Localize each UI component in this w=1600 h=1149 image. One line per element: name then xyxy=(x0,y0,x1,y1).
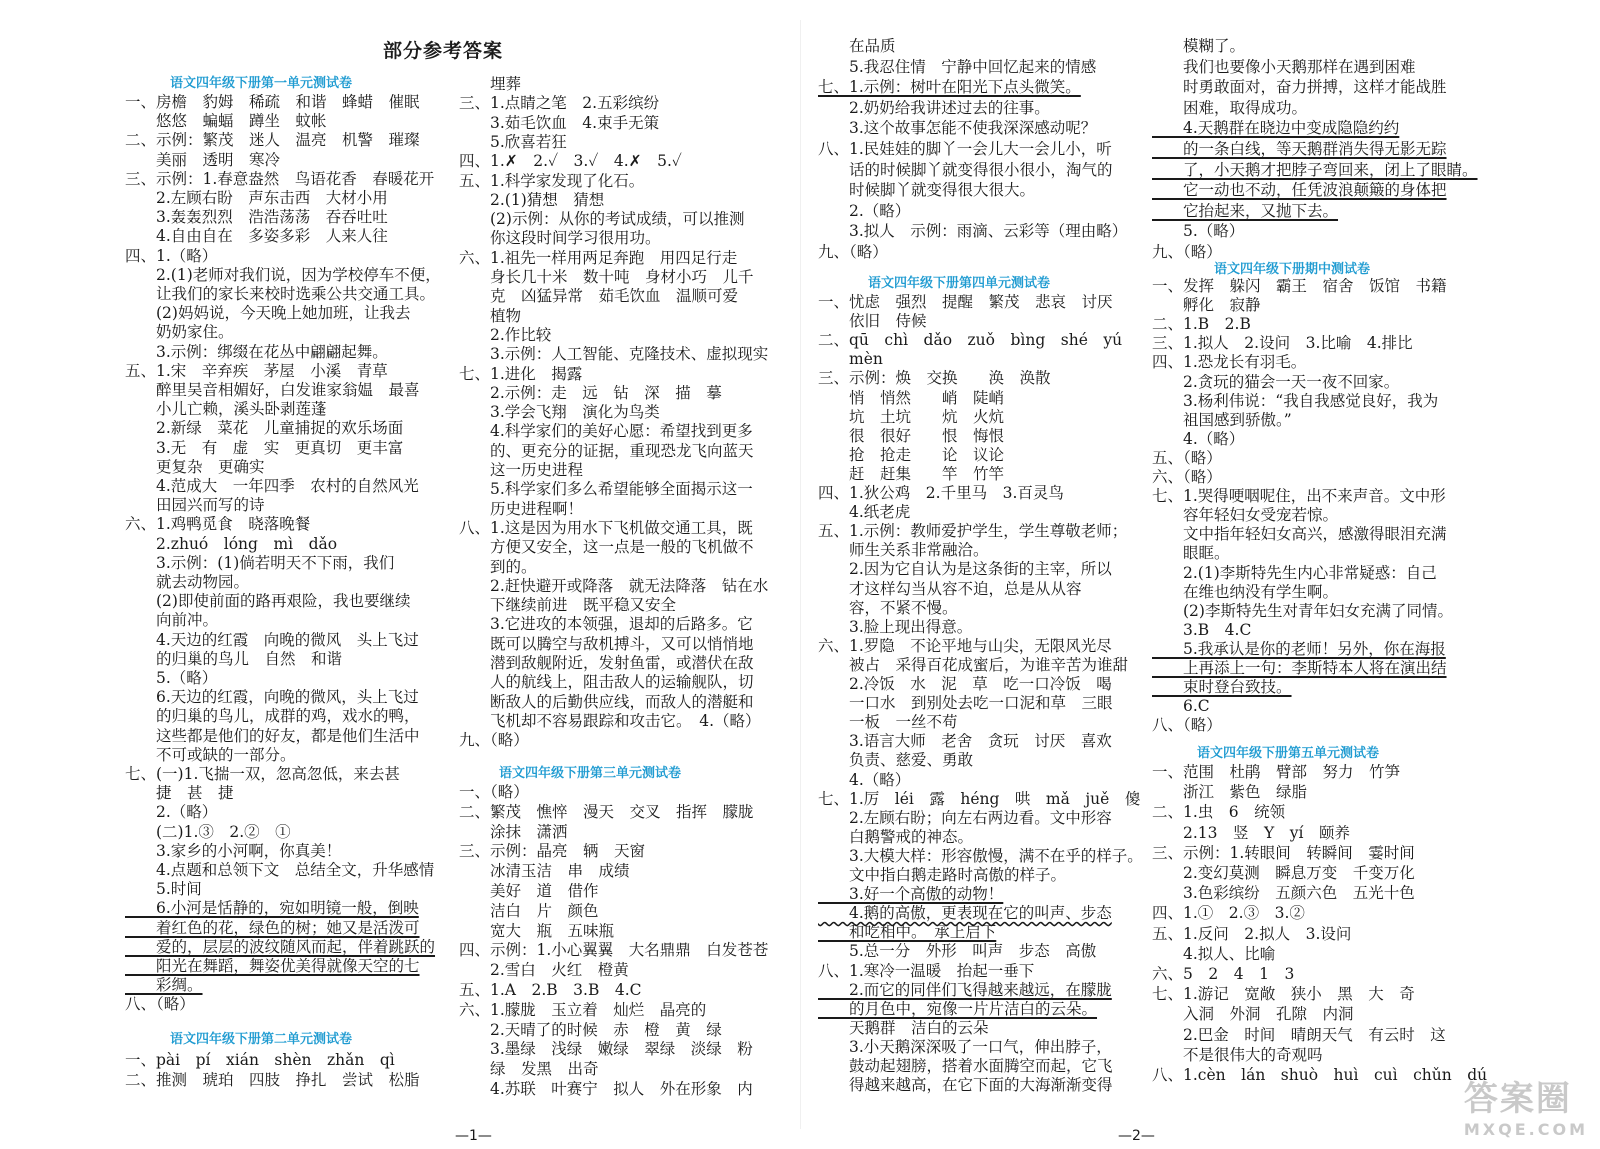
answer-line: 和吃相中。 承上启下 xyxy=(818,923,997,942)
answer-line: 美好 道 借作 xyxy=(459,882,599,900)
answer-line: 历史进程啊！ xyxy=(459,499,584,518)
answer-line: 3.它进攻的本领强，退却的后路多。它 xyxy=(459,615,753,634)
answer-line: 入洞 外洞 孔隙 内洞 xyxy=(1152,1005,1354,1024)
answer-line: 4.范成大 一年四季 农村的自然风光 xyxy=(125,477,419,495)
answer-line: 5.我承认是你的老师！另外，你在海报 xyxy=(1152,639,1446,658)
answer-line: 3.脸上现出得意。 xyxy=(818,617,973,636)
answer-line: 洁白 片 颜色 xyxy=(459,901,599,920)
answer-line: 5.时间 xyxy=(125,880,202,899)
answer-line: 九、（略） xyxy=(1152,243,1222,261)
answer-line: 很 很好 恨 悔恨 xyxy=(818,426,1005,445)
answer-line: 既可以腾空与敌机搏斗，又可以悄悄地 xyxy=(459,634,754,653)
answer-line: 4.（略） xyxy=(1152,429,1245,448)
answer-line: 飞机却不容易跟踪和攻击它。 4.（略） xyxy=(459,711,761,730)
answer-line: 的一条白线，等天鹅群消失得无影无踪 xyxy=(1152,140,1447,158)
answer-line: 的月色中，宛像一片片洁白的云朵。 xyxy=(818,999,1098,1018)
answer-line: 3.B 4.C xyxy=(1152,620,1252,639)
answer-line: 2.(1)李斯特先生内心非常疑惑：自己 xyxy=(1152,563,1437,582)
answer-line: (2)妈妈说，今天晚上她加班，让我去 xyxy=(125,304,411,323)
answer-line: 爱的，层层的波纹随风而起，伴着跳跃的 xyxy=(125,937,436,956)
answer-line: 三、示例：1.转眼间 转瞬间 霎时间 xyxy=(1152,843,1415,862)
section-heading-unit5: 语文四年级下册第五单元测试卷 xyxy=(1197,746,1380,761)
answer-line: 埋葬 xyxy=(459,75,522,93)
answer-line: 六、5 2 4 1 3 xyxy=(1152,965,1295,983)
answer-line: 抢 抢走 论 议论 xyxy=(818,445,1005,464)
watermark-logo xyxy=(1464,1071,1588,1139)
answer-line: 不可或缺的一部分。 xyxy=(125,745,296,764)
answer-line: 八、（略） xyxy=(125,995,195,1014)
answer-line: 潜到敌舰附近，发射鱼雷，或潜伏在敌 xyxy=(459,654,754,672)
answer-line: 你这段时间学习很用功。 xyxy=(459,229,661,248)
answer-line: 4.自由自在 多姿多彩 人来人往 xyxy=(125,227,388,246)
answer-line: 2.巴金 时间 晴朗天气 有云时 这 xyxy=(1152,1025,1446,1044)
answer-line: 的、更充分的证据，重现恐龙飞向蓝天 xyxy=(459,441,754,460)
answer-line: 九、（略） xyxy=(459,731,529,750)
answer-line: 2.(1)老师对我们说，因为学校停车不便， xyxy=(125,265,441,284)
answer-line: 3.示例：人工智能、克隆技术、虚拟现实 xyxy=(459,345,769,364)
answer-line: 这一历史进程 xyxy=(459,461,584,479)
answer-line: 它抬起来，又抛下去。 xyxy=(1152,201,1339,220)
answer-line: 3.杨利伟说：“我自我感觉良好，我为 xyxy=(1152,391,1439,410)
answer-line: 六、1.鸡鸭觅食 晓落晚餐 xyxy=(125,515,311,534)
answer-line: 2.（略） xyxy=(818,201,911,220)
answer-line: 悠悠 蝙蝠 蹲坐 蚊帐 xyxy=(125,112,327,131)
answer-line: 4.纸老虎 xyxy=(818,503,911,522)
answer-line: 二、示例：繁茂 迷人 温亮 机警 璀璨 xyxy=(125,131,420,150)
answer-line: 八、1.cèn lán shuò huì cuì chǔn dú xyxy=(1152,1066,1488,1084)
answer-line: 4.天边的红霞 向晚的微风 头上飞过 xyxy=(125,630,419,649)
answer-line: 七、(一)1.飞揣一双，忽高忽低，来去甚 xyxy=(125,765,400,783)
answer-line: 5.我忍住情 宁静中回忆起来的情感 xyxy=(818,57,1097,76)
answer-line: 话的时候脚丫就变得很小很小，淘气的 xyxy=(818,160,1113,179)
answer-line: 文中指年轻妇女高兴，感激得眼泪充满 xyxy=(1152,525,1447,544)
answer-line: 四、1.✗ 2.✓ 3.✓ 4.✗ 5.✓ xyxy=(459,152,682,171)
answer-line: 七、1.进化 揭露 xyxy=(459,364,583,383)
answer-line: 4.科学家们的美好心愿：希望找到更多 xyxy=(459,422,753,441)
answer-line: 彩绸。 xyxy=(125,976,203,995)
answer-line: 束时登台致技。 xyxy=(1152,678,1292,697)
answer-line: 的归巢的鸟儿 自然 和谐 xyxy=(125,649,343,668)
answer-line: 二、推测 琥珀 四肢 挣扎 尝试 松脂 xyxy=(125,1071,420,1089)
answer-line: 一、pài pí xián shèn zhǎn qì xyxy=(125,1051,395,1069)
answer-line: 三、示例：晶亮 辆 天窗 xyxy=(459,842,646,861)
answer-line: 2.变幻莫测 瞬息万变 千变万化 xyxy=(1152,864,1415,882)
answer-line: 眼眶。 xyxy=(1152,544,1230,563)
answer-line: 5.科学家们多么希望能够全面揭示这一 xyxy=(459,480,753,499)
answer-line: 三、示例：1.春意盎然 鸟语花香 春暖花开 xyxy=(125,169,435,188)
answer-line: 八、1.民娃娃的脚丫一会儿大一会儿小，听 xyxy=(818,140,1112,158)
answer-line: 祖国感到骄傲。” xyxy=(1152,410,1292,429)
answer-line: 4.（略） xyxy=(818,770,911,789)
answer-line: 七、1.厉 léi 露 héng 哄 mǎ juě 傻 xyxy=(818,789,1141,808)
answer-line: 2.新绿 菜花 儿童捕捉的欢乐场面 xyxy=(125,419,404,438)
answer-line: 一、忧虑 强烈 提醒 繁茂 悲哀 讨厌 xyxy=(818,293,1113,311)
answer-line: 八、（略） xyxy=(1152,716,1222,735)
answer-line: 三、1.点睛之笔 2.五彩缤纷 xyxy=(459,94,660,113)
answer-line: 3.学会飞翔 演化为鸟类 xyxy=(459,403,660,422)
answer-line: 六、1.罗隐 不论平地与山尖，无限风光尽 xyxy=(818,636,1112,655)
answer-line: 让我们的家长来校时选乘公共交通工具。 xyxy=(125,285,436,303)
answer-line: 2.zhuó lóng mì dǎo xyxy=(125,534,338,553)
answer-line: 六、1.祖先一样用两足奔跑 用四足行走 xyxy=(459,248,738,267)
answer-line: 二、qū chì dǎo zuǒ bìng shé yú xyxy=(818,331,1123,350)
answer-line: 得越来越高，在它下面的大海渐渐变得 xyxy=(818,1076,1113,1095)
answer-line: 3.茹毛饮血 4.束手无策 xyxy=(459,113,660,132)
answer-line: 2.左顾右盼 声东击西 大材小用 xyxy=(125,189,388,207)
answer-line: 植物 xyxy=(459,306,522,325)
answer-line: 4.鹅的高傲，更表现在它的叫声、步态 xyxy=(818,904,1112,923)
answer-line: 一口水 到别处去吃一口泥和草 三眼 xyxy=(818,694,1113,713)
answer-line: 被占 采得百花成蜜后，为谁辛苦为谁甜 xyxy=(818,655,1129,674)
answer-line: 的归巢的鸟儿，成群的鸡，戏水的鸭， xyxy=(125,707,420,726)
answer-line: 容，不紧不慢。 xyxy=(818,598,958,617)
page-number-1: —1— xyxy=(455,1128,492,1144)
answer-line: 5.欣喜若狂 xyxy=(459,132,567,151)
answer-line: 白鹅警戒的神态。 xyxy=(818,827,974,846)
answer-line: 美丽 透明 寒冷 xyxy=(125,150,281,169)
watermark-text: 答案圈 xyxy=(1463,1079,1572,1119)
answer-line: 负责、慈爱、勇敢 xyxy=(818,751,974,770)
answer-line: 四、1.（略） xyxy=(125,246,218,265)
answer-line: 四、1.① 2.③ 3.② xyxy=(1152,904,1305,923)
answer-line: 五、1.反问 2.拟人 3.设问 xyxy=(1152,924,1352,943)
answer-line: 3.无 有 虚 实 更真切 更丰富 xyxy=(125,438,404,457)
section-heading-unit2: 语文四年级下册第二单元测试卷 xyxy=(170,1032,353,1047)
answer-line: 方便又安全，这一点是一般的飞机做不 xyxy=(459,538,754,557)
answer-line: 上再添上一句：李斯特本人将在演出结 xyxy=(1152,659,1447,677)
answer-line: 了，小天鹅才把脖子弯回来，闭上了眼睛。 xyxy=(1152,160,1478,179)
answer-line: 八、1.这是因为用水下飞机做交通工具，既 xyxy=(459,518,753,537)
answer-line: 一、发挥 躲闪 霸王 宿舍 饭馆 书籍 xyxy=(1152,277,1447,295)
answer-line: 八、1.寒冷一温暖 抬起一垂下 xyxy=(818,961,1035,980)
answer-line: 醉里吴音相媚好，白发谁家翁媪 最喜 xyxy=(125,381,420,399)
answer-line: 文中指白鹅走路时高傲的样子。 xyxy=(818,866,1067,884)
answer-line: 4.天鹅群在晓边中变成隐隐约约 xyxy=(1152,119,1400,138)
answer-line: 孵化 寂静 xyxy=(1152,296,1261,315)
answer-line: 2.冷饭 水 泥 草 吃一口冷饭 喝 xyxy=(818,675,1112,693)
answer-line: (2)李斯特先生对青年妇女充满了同情。 xyxy=(1152,601,1453,620)
answer-line: 3.大模大样：形容傲慢，满不在乎的样子。 xyxy=(818,846,1143,865)
answer-line: 六、（略） xyxy=(1152,468,1222,486)
section-heading-unit1: 语文四年级下册第一单元测试卷 xyxy=(170,76,353,91)
answer-line: 模糊了。 xyxy=(1152,37,1246,55)
answer-line: 4.点题和总领下文 总结全文，升华感情 xyxy=(125,861,435,879)
answer-line: 6.C xyxy=(1152,697,1210,716)
answer-line: 2.天晴了的时候 赤 橙 黄 绿 xyxy=(459,1020,722,1039)
answer-line: 更复杂 更确实 xyxy=(125,457,265,476)
answer-line: 3.语言大师 老舍 贪玩 讨厌 喜欢 xyxy=(818,732,1112,751)
answer-line: 在品质 xyxy=(818,37,896,55)
section-heading-midterm: 语文四年级下册期中测试卷 xyxy=(1214,262,1371,277)
answer-line: 四、1.恐龙长有羽毛。 xyxy=(1152,353,1307,372)
answer-line: 二、繁茂 憔悴 漫天 交叉 指挥 朦胧 xyxy=(459,802,754,821)
answer-line: (2)示例：从你的考试成绩，可以推测 xyxy=(459,210,745,229)
answer-line: 天鹅群 洁白的云朵 xyxy=(818,1018,989,1037)
answer-line: 才这样勾当从容不迫，总是从从容 xyxy=(818,579,1082,598)
answer-line: 二、1.B 2.B xyxy=(1152,315,1251,334)
answer-line: 一、范围 杜鹃 臂部 努力 竹笋 xyxy=(1152,763,1401,781)
answer-line: 依旧 侍候 xyxy=(818,312,927,331)
answer-line: 七、1.哭得哽咽呢住，出不来声音。文中形 xyxy=(1152,487,1446,506)
answer-line: 2.作比较 xyxy=(459,325,552,344)
page-divider xyxy=(800,20,801,1129)
answer-line: 3.示例：(1)倘若明天不下雨，我们 xyxy=(125,553,395,572)
answer-line: 三、示例：焕 交换 涣 涣散 xyxy=(818,369,1051,388)
answer-line: 不是很伟大的奇观吗 xyxy=(1152,1045,1323,1064)
answer-line: 3.这个故事怎能不使我深深感动呢？ xyxy=(818,119,1097,138)
answer-line: (二)1.③ 2.② ① xyxy=(125,822,291,841)
answer-line: 下继续前进 既平稳又安全 xyxy=(459,596,677,615)
answer-line: 七、1.游记 宽敞 狭小 黑 大 奇 xyxy=(1152,985,1415,1004)
answer-line: 师生关系非常融洽。 xyxy=(818,541,989,560)
answer-line: 时勇敢面对，奋力拼搏，这样才能战胜 xyxy=(1152,78,1447,97)
answer-line: 5.（略） xyxy=(125,669,218,687)
answer-line: 3.墨绿 浅绿 嫩绿 翠绿 淡绿 粉 xyxy=(459,1040,753,1059)
answer-line: 3.小天鹅深深吸了一口气，伸出脖子， xyxy=(818,1037,1112,1056)
answer-line: 2.贪玩的猫会一天一夜不回家。 xyxy=(1152,372,1400,391)
answer-line: 小儿亡赖，溪头卧剥莲蓬 xyxy=(125,400,327,419)
answer-line: 容年轻妇女受宠若惊。 xyxy=(1152,506,1339,525)
answer-line: 五、1.科学家发现了化石。 xyxy=(459,171,645,190)
answer-line: 到的。 xyxy=(459,557,537,576)
answer-line: 九、（略） xyxy=(818,243,888,261)
answer-line: 六、1.朦胧 玉立着 灿烂 晶亮的 xyxy=(459,1000,707,1019)
answer-line: 2.(1)猜想 猜想 xyxy=(459,190,605,209)
section-heading-unit3: 语文四年级下册第三单元测试卷 xyxy=(499,766,682,781)
answer-line: 时候脚丫就变得很大很大。 xyxy=(818,181,1036,200)
answer-line: 5.（略） xyxy=(1152,222,1245,241)
answer-line: 三、1.拟人 2.设问 3.比喻 4.排比 xyxy=(1152,334,1413,353)
answer-line: 4.苏联 叶赛宁 拟人 外在形象 内 xyxy=(459,1080,753,1098)
answer-line: 四、1.狄公鸡 2.千里马 3.百灵鸟 xyxy=(818,484,1064,502)
answer-line: 3.拟人 示例：雨滴、云彩等（理由略） xyxy=(818,222,1128,241)
answer-line: 克 凶猛异常 茹毛饮血 温顺可爱 xyxy=(459,287,739,306)
answer-line: 2.左顾右盼；向左右两边看。文中形容 xyxy=(818,808,1112,827)
answer-line: 二、1.虫 6 统领 xyxy=(1152,803,1286,822)
answer-line: 2.（略） xyxy=(125,803,218,822)
answer-line: 3.色彩缤纷 五颜六色 五光十色 xyxy=(1152,884,1415,903)
answer-line: 就去动物园。 xyxy=(125,573,250,591)
answer-line: 坑 土坑 炕 火炕 xyxy=(818,407,1005,426)
answer-line: 3.好一个高傲的动物！ xyxy=(818,885,1004,904)
answer-line: 绿 发黑 出奇 xyxy=(459,1060,599,1079)
answer-line: 涂抹 潇洒 xyxy=(459,822,568,841)
answer-line: 我们也要像小天鹅那样在遇到困难 xyxy=(1152,57,1416,76)
answer-line: 五、（略） xyxy=(1152,448,1222,467)
answer-line: 冰清玉洁 串 成绩 xyxy=(459,862,630,881)
answer-line: 田园兴而写的诗 xyxy=(125,496,265,515)
answer-line: 2.因为它自认为是这条街的主宰，所以 xyxy=(818,560,1112,579)
answer-line: 七、1.示例：树叶在阳光下点头微笑。 xyxy=(818,78,1081,97)
answer-line: 五、1.示例：教师爱护学生，学生尊敬老师； xyxy=(818,522,1128,541)
answer-line: 2.赶快避开或降落 就无法降落 钻在水 xyxy=(459,576,769,595)
answer-line: 身长几十米 数十吨 身材小巧 儿千 xyxy=(459,268,754,286)
answer-line: 6.天边的红霞，向晚的微风，头上飞过 xyxy=(125,688,419,707)
answer-line: (2)即使前面的路再艰险，我也要继续 xyxy=(125,592,411,611)
answer-line: 四、示例：1.小心翼翼 大名鼎鼎 白发苍苍 xyxy=(459,941,769,960)
answer-line: 2.雪白 火红 橙黄 xyxy=(459,961,629,980)
answer-line: 鼓动起翅膀，搭着水面腾空而起，它飞 xyxy=(818,1057,1113,1075)
answer-line: 悄 悄然 峭 陡峭 xyxy=(818,388,1005,407)
answer-line: 困难，取得成功。 xyxy=(1152,98,1308,117)
watermark-url: MXQE.COM xyxy=(1463,1120,1588,1139)
answer-line: 3.家乡的小河啊，你真美！ xyxy=(125,841,342,860)
answer-line: 2.而它的同伴们飞得越来越远，在朦胧 xyxy=(818,980,1112,999)
answer-line: 2.奶奶给我讲述过去的往事。 xyxy=(818,98,1050,117)
answer-line: 一、房檐 豹姆 稀疏 和谐 蜂蜡 催眠 xyxy=(125,93,420,111)
answer-line: 2.示例：走 远 钻 深 描 摹 xyxy=(459,383,722,402)
answer-line: 人的航线上，阻击敌人的运输舰队，切 xyxy=(459,673,754,692)
answer-line: 向前冲。 xyxy=(125,611,219,630)
answer-line: 这些都是他们的好友，都是他们生活中 xyxy=(125,726,420,745)
answer-line: 五、1.宋 辛弃疾 茅屋 小溪 青草 xyxy=(125,361,388,380)
answer-line: 阳光在舞蹈，舞姿优美得就像天空的七 xyxy=(125,957,420,975)
page-title: 部分参考答案 xyxy=(383,40,504,62)
answer-line: 着红色的花，绿色的树；她又是活泼可 xyxy=(125,918,420,937)
answer-line: 赶 赶集 竿 竹竿 xyxy=(818,464,1005,483)
answer-line: 6.小河是恬静的，宛如明镜一般，倒映 xyxy=(125,899,419,918)
answer-line: 在维也纳没有学生啊。 xyxy=(1152,582,1339,601)
answer-line: 一、（略） xyxy=(459,783,529,801)
answer-line: mèn xyxy=(818,350,883,369)
answer-line: 断敌人的后勤供应线，而敌人的潜艇和 xyxy=(459,692,754,711)
answer-line: 宽大 瓶 五味瓶 xyxy=(459,921,615,940)
answer-line: 捷 甚 捷 xyxy=(125,784,234,803)
answer-line: 五、1.A 2.B 3.B 4.C xyxy=(459,981,642,999)
answer-line: 5.总一分 外形 叫声 步态 高傲 xyxy=(818,942,1097,961)
section-heading-unit4: 语文四年级下册第四单元测试卷 xyxy=(868,276,1051,291)
answer-line: 浙江 紫色 绿脂 xyxy=(1152,783,1308,802)
answer-line: 2.13 竖 Y yí 颐养 xyxy=(1152,823,1350,842)
answer-line: 4.拟人、比喻 xyxy=(1152,944,1276,963)
answer-line: 它一动也不动，任凭波浪颠簸的身体把 xyxy=(1152,181,1447,200)
answer-line: 奶奶家住。 xyxy=(125,323,234,342)
page-number-2: —2— xyxy=(1118,1128,1155,1144)
answer-line: 一板 一丝不苟 xyxy=(818,713,958,732)
answer-line: 3.示例：绑缀在花丛中翩翩起舞。 xyxy=(125,342,388,361)
answer-line: 3.轰轰烈烈 浩浩荡荡 吞吞吐吐 xyxy=(125,208,388,227)
